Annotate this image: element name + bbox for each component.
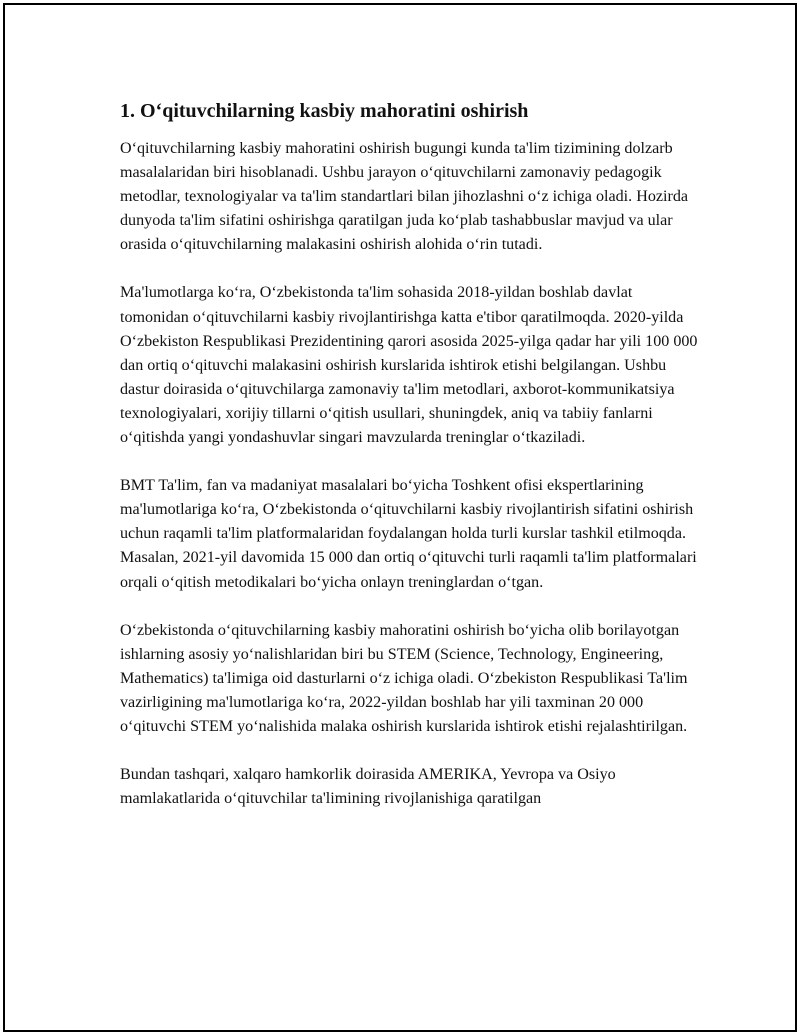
- paragraph-3: BMT Ta'lim, fan va madaniyat masalalari bo‘yicha Toshkent ofisi ekspertlarining ma'lumotlariga ko‘ra, O‘zbekistonda o‘qituvchilarni kasbiy rivojlantirish sifatini oshirish uchun raqamli ta'lim platformalaridan foydalangan holda turli kurslar tashkil etilmoqda. Masalan, 2021-yil davomida 15 000 dan ortiq o‘qituvchi turli raqamli ta'lim platformalari orqali o‘qitish metodikalari bo‘yicha onlayn treninglardan o‘tgan.: [120, 477, 697, 591]
- paragraph-4: O‘zbekistonda o‘qituvchilarning kasbiy mahoratini oshirish bo‘yicha olib borilayotgan ishlarning asosiy yo‘nalishlaridan biri bu STEM (Science, Technology, Engineering, Mathematics) ta'limiga oid dasturlarni o‘z ichiga oladi. O‘zbekiston Respublikasi Ta'lim vazirligining ma'lumotlariga ko‘ra, 2022-yildan boshlab har yili taxminan 20 000 o‘qituvchi STEM yo‘nalishida malaka oshirish kurslarida ishtirok etishi rejalashtirilgan.: [120, 621, 688, 735]
- document-body: [120, 99, 700, 835]
- document-page: [3, 3, 797, 1032]
- section-heading: 1. O‘qituvchilarning kasbiy mahoratini oshirish: [120, 100, 529, 122]
- paragraph-1: O‘qituvchilarning kasbiy mahoratini oshirish bugungi kunda ta'lim tizimining dolzarb masalalaridan biri hisoblanadi. Ushbu jarayon o‘qituvchilarni zamonaviy pedagogik metodlar, texnologiyalar va ta'lim standartlari bilan jihozlashni o‘z ichiga oladi. Hozirda dunyoda ta'lim sifatini oshirishga qaratilgan juda ko‘plab tashabbuslar mavjud va ular orasida o‘qituvchilarning malakasini oshirish alohida o‘rin tutadi.: [120, 140, 689, 254]
- paragraph-5: Bundan tashqari, xalqaro hamkorlik doirasida AMERIKA, Yevropa va Osiyo mamlakatlarida o‘qituvchilar ta'limining rivojlanishiga qaratilgan: [120, 766, 616, 808]
- paragraph-2: Ma'lumotlarga ko‘ra, O‘zbekistonda ta'lim sohasida 2018-yildan boshlab davlat tomonidan o‘qituvchilarni kasbiy rivojlantirishga katta e'tibor qaratilmoqda. 2020-yilda O‘zbekiston Respublikasi Prezidentining qarori asosida 2025-yilga qadar har yili 100 000 dan ortiq o‘qituvchi malakasini oshirish kurslarida ishtirok etishi belgilangan. Ushbu dastur doirasida o‘qituvchilarga zamonaviy ta'lim metodlari, axborot-kommunikatsiya texnologiyalari, xorijiy tillarni o‘qitish usullari, shuningdek, aniq va tabiiy fanlarni o‘qitishda yangi yondashuvlar singari mavzularda treninglar o‘tkaziladi.: [120, 284, 698, 447]
